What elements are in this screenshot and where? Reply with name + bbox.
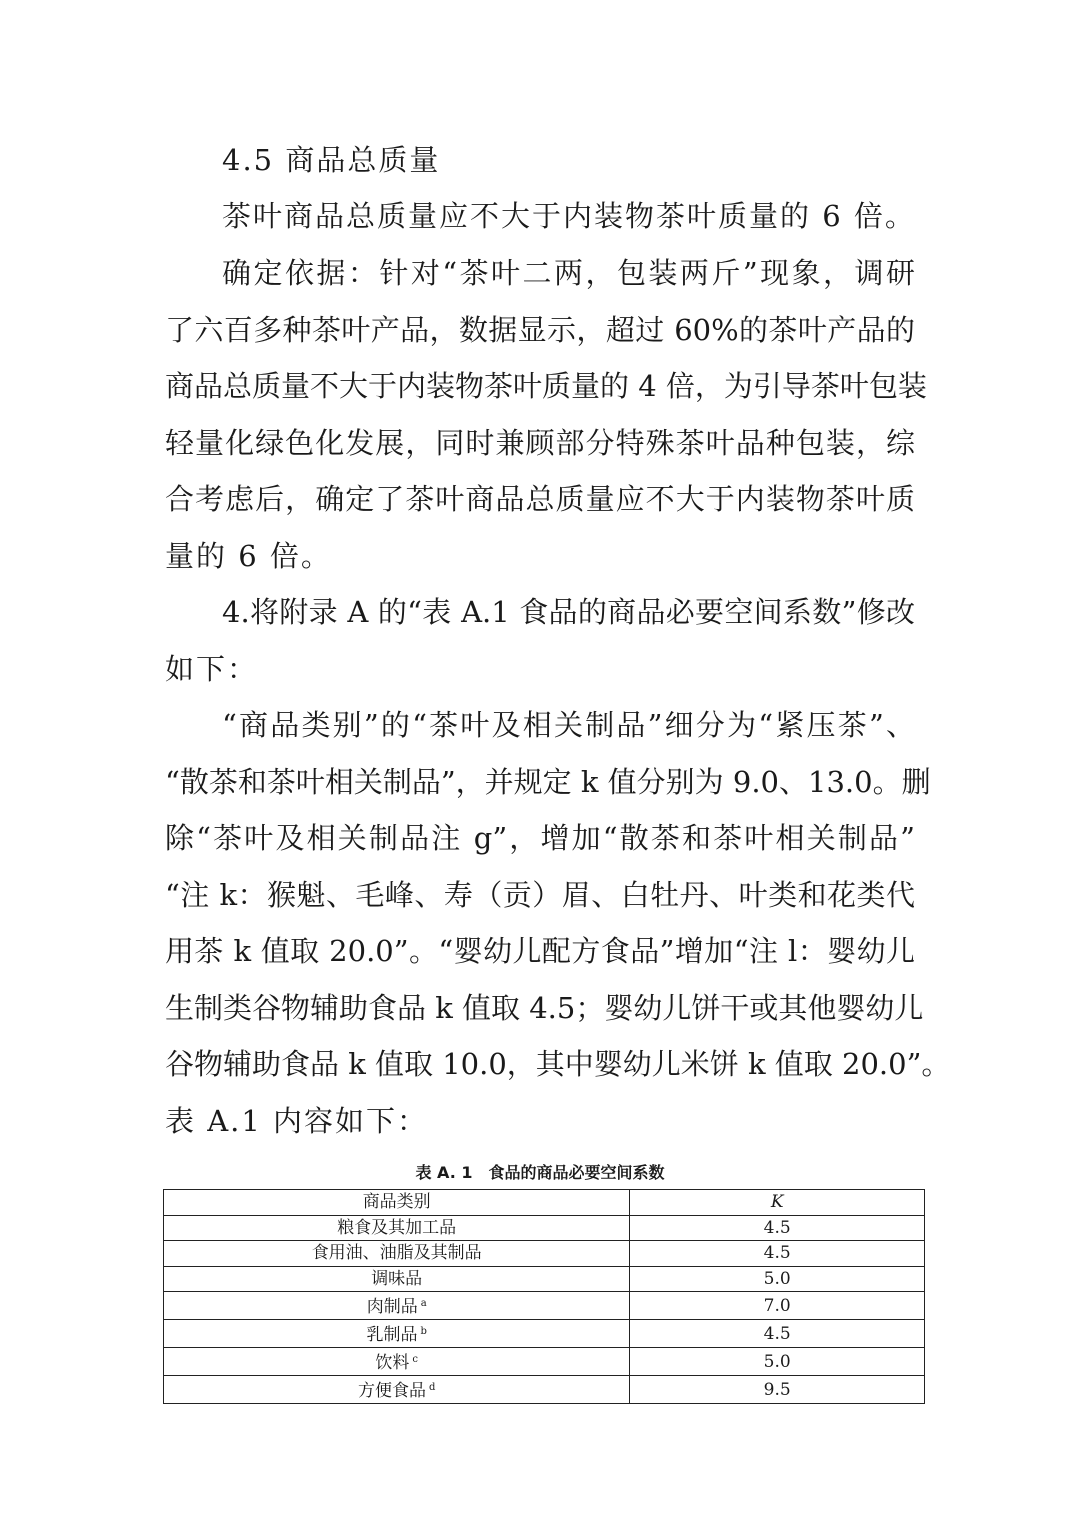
paragraph-line: 如下： bbox=[165, 652, 259, 686]
category-name: 肉制品 bbox=[366, 1297, 418, 1318]
category-name: 乳制品 bbox=[366, 1325, 418, 1346]
k-value: 7.0 bbox=[630, 1292, 925, 1320]
paragraph-line: 用茶 k 值取 20.0”。“婴幼儿配方食品”增加“注 l：婴幼儿 bbox=[165, 934, 915, 968]
paragraph-line: 4.将附录 A 的“表 A.1 食品的商品必要空间系数”修改 bbox=[222, 595, 915, 629]
category-cell bbox=[164, 1292, 630, 1320]
category-cell bbox=[164, 1320, 630, 1348]
paragraph-line: 表 A.1 内容如下： bbox=[165, 1104, 429, 1138]
paragraph-line: 量的 6 倍。 bbox=[165, 539, 332, 573]
table-row bbox=[164, 1292, 925, 1320]
category-cell bbox=[164, 1348, 630, 1376]
category-name: 调味品 bbox=[371, 1269, 423, 1290]
footnote-mark: c bbox=[412, 1354, 418, 1366]
k-value: 9.5 bbox=[630, 1376, 925, 1404]
table-row bbox=[164, 1348, 925, 1376]
paragraph-line: 谷物辅助食品 k 值取 10.0，其中婴幼儿米饼 k 值取 20.0”。 bbox=[165, 1047, 951, 1081]
table-row bbox=[164, 1215, 925, 1241]
paragraph-line: 轻量化绿色化发展，同时兼顾部分特殊茶叶品种包装，综 bbox=[165, 426, 915, 460]
table-header-row bbox=[164, 1190, 925, 1216]
category-cell bbox=[164, 1376, 630, 1404]
category-cell bbox=[164, 1266, 630, 1292]
paragraph-line: “商品类别”的“茶叶及相关制品”细分为“紧压茶”、 bbox=[222, 708, 915, 742]
category-name: 食用油、油脂及其制品 bbox=[311, 1243, 482, 1264]
footnote-mark: b bbox=[420, 1326, 427, 1338]
paragraph-line: “注 k：猴魁、毛峰、寿（贡）眉、白牡丹、叶类和花类代 bbox=[165, 878, 915, 912]
table-row bbox=[164, 1376, 925, 1404]
table-row bbox=[164, 1320, 925, 1348]
footnote-mark: a bbox=[420, 1298, 427, 1310]
paragraph-line: 了六百多种茶叶产品，数据显示，超过 60%的茶叶产品的 bbox=[165, 313, 915, 347]
category-name: 饮料 bbox=[375, 1353, 410, 1374]
table-row bbox=[164, 1266, 925, 1292]
header-category: 商品类别 bbox=[164, 1190, 630, 1216]
k-value: 4.5 bbox=[630, 1215, 925, 1241]
category-name: 方便食品 bbox=[357, 1381, 426, 1402]
table-caption: 表 A. 1 食品的商品必要空间系数 bbox=[415, 1163, 665, 1182]
header-k: K bbox=[630, 1190, 925, 1216]
k-value: 4.5 bbox=[630, 1320, 925, 1348]
paragraph-line: 除“茶叶及相关制品注 g”，增加“散茶和茶叶相关制品” bbox=[165, 821, 915, 855]
k-value: 5.0 bbox=[630, 1266, 925, 1292]
paragraph-line: 确定依据：针对“茶叶二两，包装两斤”现象，调研 bbox=[222, 256, 915, 290]
category-cell bbox=[164, 1215, 630, 1241]
category-name: 粮食及其加工品 bbox=[337, 1217, 457, 1238]
footnote-mark: d bbox=[428, 1382, 436, 1394]
category-cell bbox=[164, 1241, 630, 1267]
paragraph-line: 茶叶商品总质量应不大于内装物茶叶质量的 6 倍。 bbox=[222, 199, 916, 233]
table-row bbox=[164, 1241, 925, 1267]
space-coefficient-table bbox=[163, 1189, 925, 1404]
paragraph-line: 生制类谷物辅助食品 k 值取 4.5；婴幼儿饼干或其他婴幼儿 bbox=[165, 991, 924, 1025]
paragraph-line: 商品总质量不大于内装物茶叶质量的 4 倍，为引导茶叶包装 bbox=[165, 369, 927, 403]
k-value: 4.5 bbox=[630, 1241, 925, 1267]
k-value: 5.0 bbox=[630, 1348, 925, 1376]
paragraph-line: 合考虑后，确定了茶叶商品总质量应不大于内装物茶叶质 bbox=[165, 482, 915, 516]
section-heading: 4.5 商品总质量 bbox=[222, 143, 441, 177]
paragraph-line: “散茶和茶叶相关制品”，并规定 k 值分别为 9.0、13.0。删 bbox=[165, 765, 931, 799]
